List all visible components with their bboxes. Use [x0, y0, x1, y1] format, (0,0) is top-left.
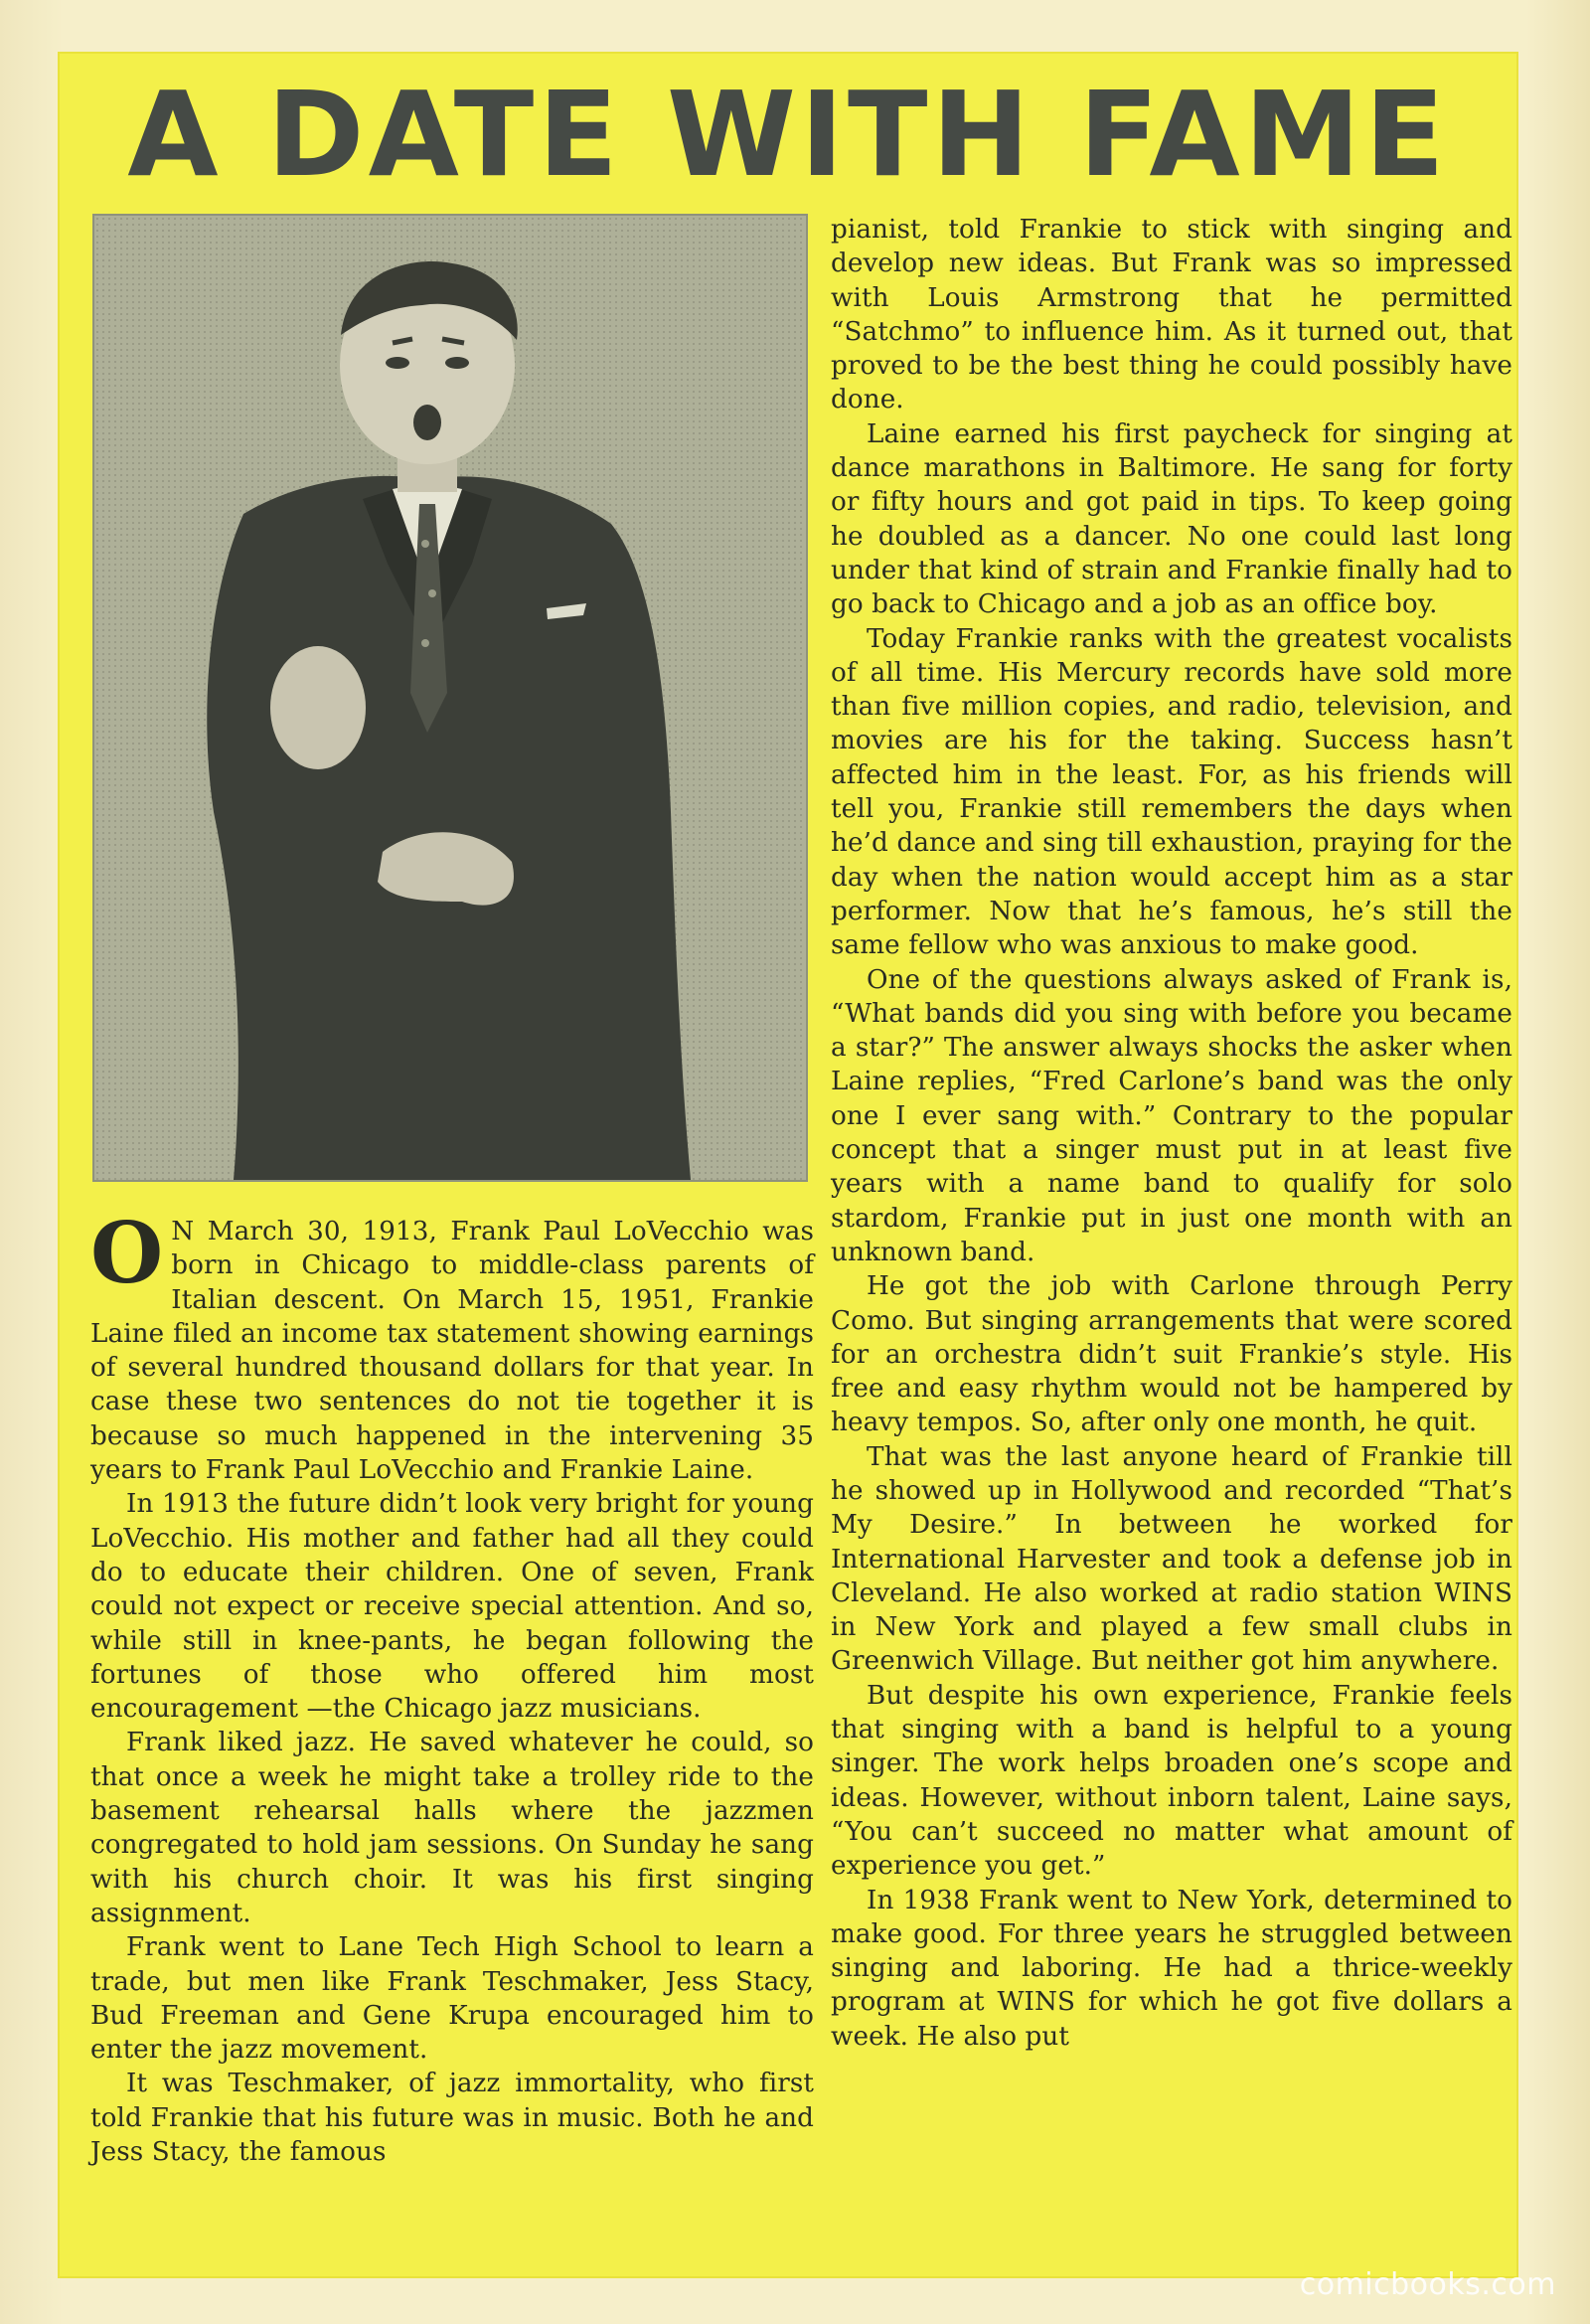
paragraph: In 1913 the future didn’t look very bright for young LoVecchio. His mother and father had all they could do to educate their children. One of seven, Frank could not expect or receive special attention. And so, while still in knee-pants, he began following the fortunes of those who offered him most encouragement —the Chicago jazz musicians.	[90, 1489, 814, 1725]
paragraph: It was Teschmaker, of jazz immortality, who first told Frankie that his future was in music. Both he and Jess Stacy, the famous	[90, 2069, 814, 2168]
paragraph: Laine earned his first paycheck for singing at dance marathons in Baltimore. He sang for forty or fifty hours and got paid in tips. To keep going he doubled as a dancer. No one could last long under that kind of strain and Frankie finally had to go back to Chicago and a job as an office boy.	[831, 418, 1512, 620]
page-title: A DATE WITH FAME	[127, 66, 1449, 203]
paragraph: He got the job with Carlone through Perry Como. But singing arrangements that were scored for an orchestra didn’t suit Frankie’s style. His free and easy rhythm would not be hampered by heavy tempos. So, after only one month, he quit.	[831, 1271, 1512, 1438]
paragraph: Frank went to Lane Tech High School to learn a trade, but men like Frank Teschmaker, Jess Stacy, Bud Freeman and Gene Krupa encouraged him to enter the jazz movement.	[90, 1932, 814, 2066]
article-panel	[58, 52, 1518, 2278]
portrait-photo	[92, 214, 808, 1182]
article-left-column	[90, 1204, 814, 2169]
paragraph: Today Frankie ranks with the greatest vocalists of all time. His Mercury records have sold more than five million copies, and radio, television, and movies are his for the taking. Success hasn’t affected him in the least. For, as his friends will tell you, Frankie still remembers the days when he’d dance and sing till exhaustion, praying for the day when the nation would accept him as a star performer. Now that he’s famous, he’s still the same fellow who was anxious to make good.	[831, 623, 1512, 961]
paragraph: But despite his own experience, Frankie feels that singing with a band is helpful to a young singer. The work helps broaden one’s scope and ideas. However, without inborn talent, Laine says, “You can’t succeed no matter what amount of experience you get.”	[831, 1680, 1512, 1882]
paragraph: pianist, told Frankie to stick with singing and develop new ideas. But Frank was so impressed with Louis Armstrong that he permitted “Satchmo” to influence him. As it turned out, that proved to be the best thing he could possibly have done.	[831, 215, 1512, 415]
paragraph: That was the last anyone heard of Frankie till he showed up in Hollywood and recorded “That’s My Desire.” In between he worked for International Harvester and took a defense job in Cleveland. He also worked at radio station WINS in New York and played a few small clubs in Greenwich Village. But neither got him anywhere.	[831, 1441, 1512, 1677]
paragraph: Frank liked jazz. He saved whatever he could, so that once a week he might take a trolley ride to the basement rehearsal halls where the jazzmen congregated to hold jam sessions. On Sunday he sang with his church choir. It was his first singing assignment.	[90, 1728, 814, 1928]
paragraph: In 1938 Frank went to New York, determined to make good. For three years he struggled between singing and laboring. He had a thrice-weekly program at WINS for which he got five dollars a week. He also put	[831, 1885, 1512, 2052]
paragraph: One of the questions always asked of Frank is, “What bands did you sing with before you became a star?” The answer always shocks the asker when Laine replies, “Fred Carlone’s band was the only one I ever sang with.” Contrary to the popular concept that a singer must put in at least five years with a name band to qualify for solo stardom, Frankie put in just one month with an unknown band.	[831, 964, 1512, 1267]
portrait-photo-icon	[94, 216, 806, 1180]
paragraph	[90, 1204, 814, 1487]
paragraph-text: N March 30, 1913, Frank Paul LoVecchio was born in Chicago to middle-class parents of Italian descent. On March 15, 1951, Frankie Laine filed an income tax statement showing earnings of several hundred thousand dollars for that year. In case these two sentences do not tie together it is because so much happened in the intervening 35 years to Frank Paul LoVecchio and Frankie Laine.	[90, 1217, 814, 1486]
drop-cap: O	[90, 1204, 164, 1302]
watermark: comicbooks.com	[1299, 2267, 1556, 2302]
article-right-column	[831, 213, 1512, 2054]
